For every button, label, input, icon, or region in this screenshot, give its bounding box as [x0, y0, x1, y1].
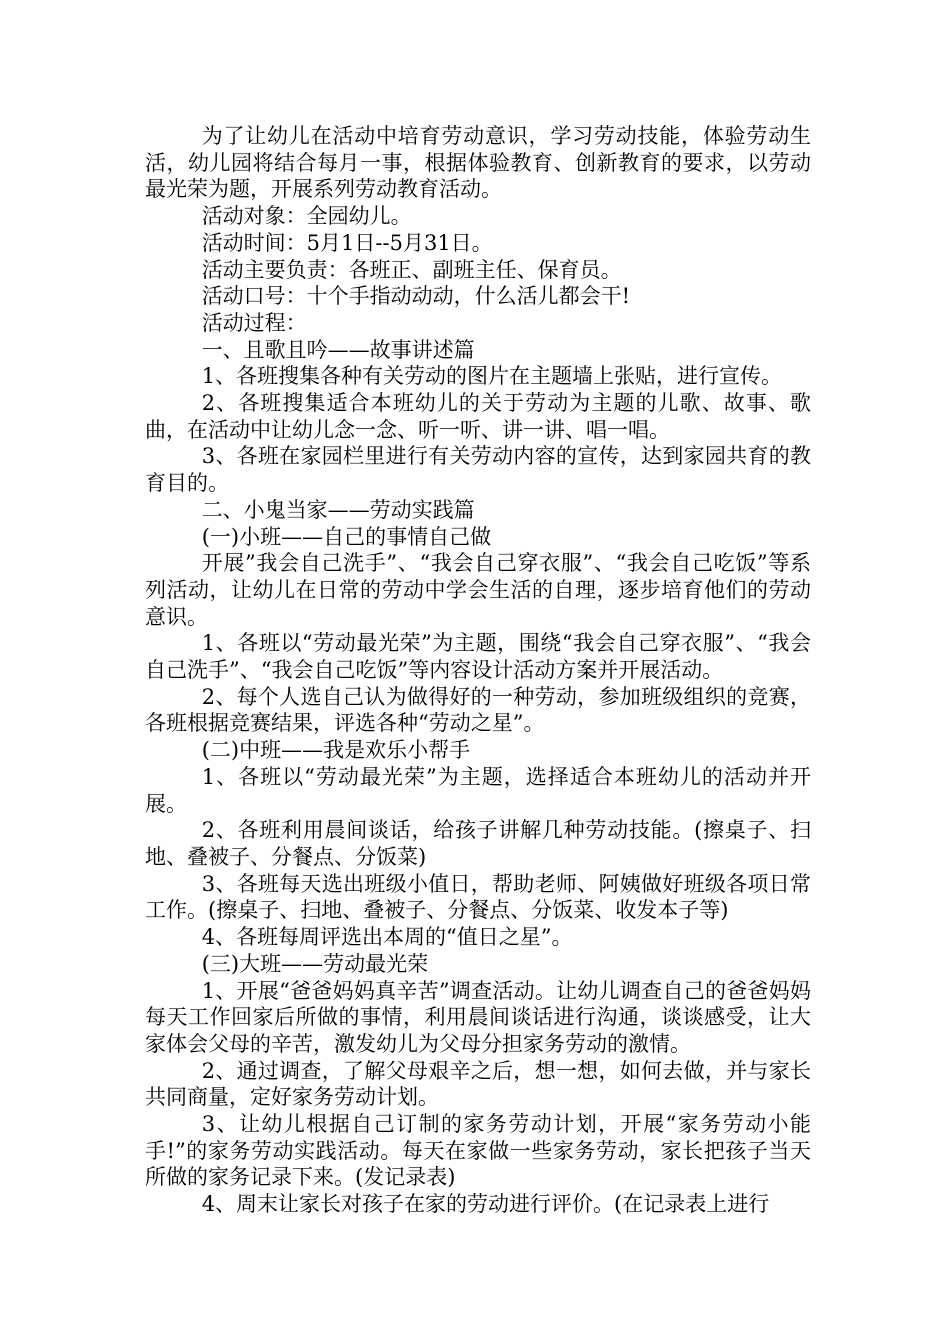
section-1-item-2: 2、各班搜集适合本班幼儿的关于劳动为主题的儿歌、故事、歌曲，在活动中让幼儿念一念、听一听、讲一讲、唱一唱。 [145, 391, 811, 442]
subsection-large-class: (三)大班——劳动最光荣 [201, 951, 429, 976]
subsection-small-class: (一)小班——自己的事情自己做 [201, 524, 492, 549]
activity-process-heading: 活动过程： [201, 310, 307, 335]
activity-responsible: 活动主要负责：各班正、副班主任、保育员。 [201, 257, 622, 282]
small-class-item-1: 1、各班以“劳动最光荣”为主题，围绕“我会自己穿衣服”、“我会自己洗手”、“我会自己吃饭”等内容设计活动方案并开展活动。 [145, 631, 811, 683]
section-heading-2: 二、小鬼当家——劳动实践篇 [201, 497, 475, 522]
middle-class-item-3: 3、各班每天选出班级小值日，帮助老师、阿姨做好班级各项日常工作。(擦桌子、扫地、叠被子、分餐点、分饭菜、收发本子等) [145, 871, 811, 923]
middle-class-item-2: 2、各班利用晨间谈话，给孩子讲解几种劳动技能。(擦桌子、扫地、叠被子、分餐点、分饭菜) [145, 818, 811, 869]
large-class-item-3: 3、让幼儿根据自己订制的家务劳动计划，开展“家务劳动小能手!”的家务劳动实践活动。每天在家做一些家务劳动，家长把孩子当天所做的家务记录下来。(发记录表) [145, 1112, 811, 1190]
intro-paragraph: 为了让幼儿在活动中培育劳动意识，学习劳动技能，体验劳动生活，幼儿园将结合每月一事，根据体验教育、创新教育的要求，以劳动最光荣为题，开展系列劳动教育活动。 [145, 124, 811, 202]
section-heading-1: 一、且歌且吟——故事讲述篇 [201, 337, 475, 362]
activity-slogan: 活动口号：十个手指动动动，什么活儿都会干! [201, 284, 631, 309]
small-class-intro: 开展”我会自己洗手”、“我会自己穿衣服”、“我会自己吃饭”等系列活动，让幼儿在日常的劳动中学会生活的自理，逐步培育他们的劳动意识。 [145, 551, 811, 629]
middle-class-item-1: 1、各班以“劳动最光荣”为主题，选择适合本班幼儿的活动并开展。 [145, 764, 811, 816]
small-class-item-2: 2、每个人选自己认为做得好的一种劳动，参加班级组织的竞赛，各班根据竞赛结果，评选各种“劳动之星”。 [145, 684, 811, 736]
section-1-item-3: 3、各班在家园栏里进行有关劳动内容的宣传，达到家园共育的教育目的。 [145, 444, 811, 496]
activity-time: 活动时间：5月1日--5月31日。 [201, 230, 493, 255]
middle-class-item-4: 4、各班每周评选出本周的“值日之星”。 [201, 925, 573, 950]
subsection-middle-class: (二)中班——我是欢乐小帮手 [201, 738, 471, 763]
section-1-item-1: 1、各班搜集各种有关劳动的图片在主题墙上张贴，进行宣传。 [201, 364, 783, 389]
large-class-item-2: 2、通过调查，了解父母艰辛之后，想一想，如何去做，并与家长共同商量，定好家务劳动计划。 [145, 1058, 811, 1110]
large-class-item-4: 4、周末让家长对孩子在家的劳动进行评价。(在记录表上进行 [201, 1192, 770, 1217]
document-body [145, 123, 811, 1218]
large-class-item-1: 1、开展“爸爸妈妈真辛苦”调查活动。让幼儿调查自己的爸爸妈妈每天工作回家后所做的事情，利用晨间谈话进行沟通，谈谈感受，让大家体会父母的辛苦，激发幼儿为父母分担家务劳动的激情。 [145, 978, 811, 1056]
activity-target: 活动对象：全园幼儿。 [201, 204, 412, 229]
